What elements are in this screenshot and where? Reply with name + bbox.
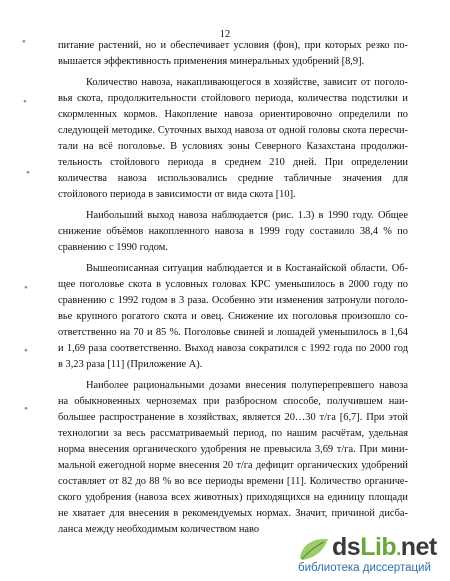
text-line: большее распространение в хозяйствах, является 20…30 т/га [6,7]. При этой — [58, 412, 408, 423]
text-line: вье крупного рогатого скота и овец. Снижение их поголовья произошло со- — [58, 311, 408, 322]
scan-speck: • — [23, 96, 27, 108]
text-line: питание растений, но и обеспечивает условия (фон), при которых резко по- — [58, 40, 408, 51]
logo-net: net — [400, 533, 437, 561]
text-line: составляет от 82 до 88 % во все периоды времени [11]. Количество органиче- — [58, 476, 408, 487]
logo-lib: Lib — [360, 533, 397, 561]
watermark-logo — [332, 533, 437, 563]
text-line: сравнению с 1992 годом в 3 раза. Особенно эти изменения затронули поголо- — [58, 295, 408, 306]
text-line: и 1,69 раза соответственно. Выход навоза сократился с 1992 года по 2000 год — [58, 343, 408, 354]
text-line: мальной ежегодной норме внесения 20 т/га дефицит органических удобрений — [58, 460, 408, 471]
scan-speck: • — [24, 345, 28, 357]
text-line: в 3,23 раза [11] (Приложение А). — [58, 359, 203, 370]
text-line: на обыкновенных черноземах при разбросном способе, получившем наи- — [58, 396, 408, 407]
text-line: сравнению с 1990 годом. — [58, 242, 168, 253]
scan-speck: • — [24, 403, 28, 415]
text-line: тельность стойлового периода в среднем 210 дней. При определении — [58, 157, 408, 168]
text-line: Вышеописанная ситуация наблюдается и в Костанайской области. Об- — [86, 263, 408, 274]
text-line: ланса между необходимым количеством наво — [58, 524, 260, 535]
text-line: ответственно на 70 и 85 %. Поголовье свиней и лошадей уменьшилось в 1,64 — [58, 327, 408, 338]
text-line: снижение объёмов накопленного навоза в 1999 году составило 38,4 % по — [58, 226, 408, 237]
body-text — [58, 38, 408, 538]
scan-speck: • — [22, 36, 26, 48]
text-line: технологии за весь рассматриваемый период, по нашим расчётам, удельная — [58, 428, 408, 439]
page-number: 12 — [219, 29, 231, 40]
text-line: не хватает для внесения в рекомендуемых нормах. Значит, причиной дисба- — [58, 508, 408, 519]
watermark — [296, 533, 446, 577]
text-line: стойлового периода в зависимости от вида скота [10]. — [58, 189, 296, 200]
text-line: следующей методике. Суточных выход навоза от одной головы скота пересчи- — [58, 125, 408, 136]
scan-speck: • — [24, 282, 28, 294]
logo-ds: ds — [332, 533, 361, 561]
text-line: Количество навоза, накапливающегося в хозяйстве, зависит от поголо- — [86, 77, 408, 88]
text-line: количества навоза использовались средние табличные значения для — [58, 173, 408, 184]
scan-speck: • — [26, 167, 30, 179]
text-line: норма внесения органического удобрения не превысила 3,69 т/га. При мини- — [58, 444, 408, 455]
text-line: Наиболее рациональными дозами внесения полуперепревшего навоза — [86, 380, 408, 391]
text-line: скормленных кормов. Накопление навоза ориентировочно определили по — [58, 109, 408, 120]
text-line: Наибольший выход навоза наблюдается (рис. 1.3) в 1990 году. Общее — [86, 210, 408, 221]
logo-dot: . — [396, 539, 401, 559]
text-line: щее поголовье скота в условных головах КРС уменьшилось в 2000 году по — [58, 279, 408, 290]
text-line: тали на всё поголовье. В условиях зоны Северного Казахстана продолжи- — [58, 141, 408, 152]
leaf-logo-icon — [296, 536, 330, 562]
watermark-subtitle: библиотека диссертаций — [298, 562, 431, 574]
text-line: вышается эффективность применения минеральных удобрений [8,9]. — [58, 56, 365, 67]
text-line: вья скота, продолжительности стойлового периода, количества подстилки и — [58, 93, 408, 104]
text-line: ского удобрения (навоза всех животных) приходящихся на единицу площади — [58, 492, 408, 503]
